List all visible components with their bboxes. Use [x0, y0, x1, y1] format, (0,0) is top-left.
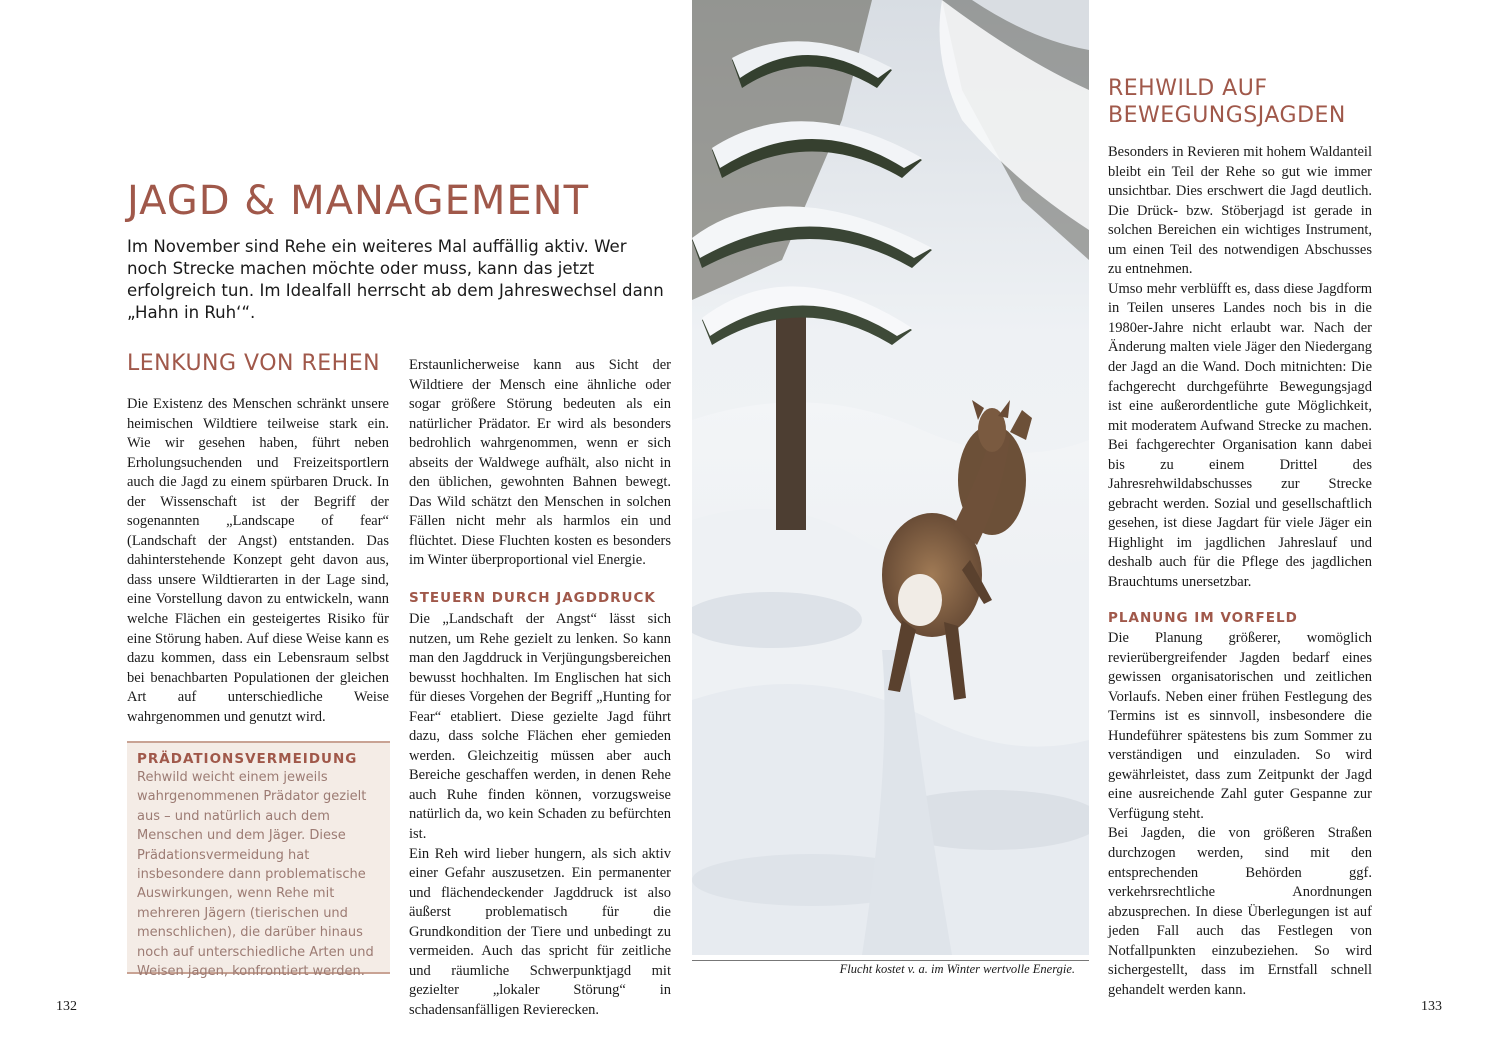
paragraph: Ein Reh wird lieber hungern, als sich aktiv einer Gefahr auszusetzen. Ein permanenter und flächendeckender Jagddruck ist also äußerst problematisch für die Grundkondition der Tiere und unbedingt zu vermeiden. Auch das spricht für zeitliche und räumliche Schwerpunktjagd mit gezielter „lokaler Störung“ in schadensanfälligen Revierecken. [409, 845, 671, 1018]
intro-paragraph: Im November sind Rehe ein weiteres Mal auffällig aktiv. Wer noch Strecke machen möchte oder muss, kann das jetzt erfolgreich tun. Im Idealfall herrscht ab dem Jahreswechsel dann „Hahn in Ruh‘“. [127, 237, 664, 322]
section-text-steuern [409, 610, 671, 1020]
section-text-planung [1108, 629, 1372, 1000]
section-text-rehwild [1108, 143, 1372, 593]
section-heading-lenkung: LENKUNG VON REHEN [127, 351, 381, 376]
photo-caption: Flucht kostet v. a. im Winter wertvolle Energie. [839, 962, 1075, 976]
info-box-title: PRÄDATIONSVERMEIDUNG [137, 751, 358, 767]
info-box-text: Rehwild weicht einem jeweils wahrgenommenen Prädator gezielt aus – und natürlich auch dem Menschen und dem Jäger. Diese Prädationsvermeidung hat insbesondere dann problematische Auswirkungen, wenn Rehe mit mehreren Jägern (tierischen und menschlichen), die darüber hinaus noch auf unterschiedliche Arten und Weisen jagen, konfrontiert werden. [137, 770, 374, 980]
paragraph: Bei Jagden, die von größeren Straßen durchzogen werden, sind mit den entsprechenden Behörden ggf. verkehrsrechtliche Anordnungen abzusprechen. In diese Überlegungen ist auf jeden Fall auch das Festlegen von Notfallpunkten einzubeziehen. So wird sichergestellt, dass im Ernstfall schnell gehandelt werden kann. [1108, 825, 1372, 998]
paragraph: Die „Landschaft der Angst“ lässt sich nutzen, um Rehe gezielt zu lenken. So kann man den Jagddruck in Verjüngungsbereichen bewusst hochhalten. Im Englischen hat sich für dieses Vorgehen der Begriff „Hunting for Fear“ etabliert. Diese gezielte Jagd führt dazu, dass solche Flächen eher gemieden werden. Gleichzeitig müssen aber auch Bereiche geschaffen werden, in denen Rehe auch Ruhe finden können, vorzugsweise natürlich da, wo kein Schaden zu befürchten ist. [409, 611, 671, 843]
paragraph: Die Planung größerer, womöglich revierübergreifender Jagden bedarf eines gewissen organisatorischen und zeitlichen Vorlaufs. Neben einer frühen Festlegung des Termins ist es sinnvoll, insbesondere die Hundeführer spätestens bis zum Sommer zu verständigen und einzuladen. So wird gewährleistet, dass zum Zeitpunkt der Jagd eine ausreichende Zahl guter Gespanne zur Verfügung steht. [1108, 630, 1372, 822]
page-title: JAGD & MANAGEMENT [127, 178, 590, 224]
page-number-left: 132 [56, 999, 77, 1014]
info-box [127, 741, 390, 980]
section-text-lenkung: Die Existenz des Menschen schränkt unsere heimischen Wildtiere teilweise stark ein. Wie wir gesehen haben, führt neben Erholungsuchenden und Freizeitsportlern auch die Jagd zu einem spürbaren Druck. In der Wissenschaft ist der Begriff der sogenannten „Landscape of fear“ (Landschaft der Angst) entstanden. Das dahinterstehende Konzept geht davon aus, dass unsere Wildtierarten in der Lage sind, eine Vorstellung davon zu entwickeln, wann welche Flächen ein gesteigertes Risiko für eine Störung haben. Auf diese Weise kann es dazu kommen, dass ein Lebensraum selbst bei benachbarten Populationen der gleichen Art auf unterschiedliche Weise wahrgenommen und genutzt wird. [127, 396, 389, 725]
deer-snow-photo [692, 0, 1089, 955]
caption-rule [692, 960, 1089, 961]
subheading-planung: PLANUNG IM VORFELD [1108, 610, 1298, 626]
paragraph: Besonders in Revieren mit hohem Waldanteil bleibt ein Teil der Rehe so gut wie immer unsichtbar. Dies erschwert die Jagd deutlich. Die Drück- bzw. Stöberjagd ist gerade in solchen Bereichen ein wichtiges Instrument, um einen Teil des notwendigen Abschusses zu entnehmen. [1108, 144, 1372, 278]
subheading-steuern: STEUERN DURCH JAGDDRUCK [409, 590, 656, 606]
section-heading-rehwild: REHWILD AUF BEWEGUNGSJAGDEN [1108, 76, 1346, 128]
paragraph: Umso mehr verblüfft es, dass diese Jagdform in Teilen unseres Landes noch bis in die 1980er-Jahre nicht erlaubt war. Nach der Änderung malten viele Jäger den Niedergang der Jagd an die Wand. Doch mitnichten: Die fachgerecht durchgeführte Bewegungsjagd ist eine außerordentliche gute Möglichkeit, mit moderatem Aufwand Strecke zu machen. Bei fachgerechter Organisation kann dabei bis zu einem Drittel des Jahresrehwildabschusses zur Strecke gebracht werden. Sozial und gesellschaftlich gesehen, ist diese Jagdart für viele Jäger ein Highlight im jagdlichen Jahreslauf und deshalb auch für die Pflege des jagdlichen Brauchtums unersetzbar. [1108, 280, 1372, 591]
column2-text: Erstaunlicherweise kann aus Sicht der Wildtiere der Mensch eine ähnliche oder sogar größere Störung bedeuten als ein natürlicher Prädator. Er wird als besonders bedrohlich wahrgenommen, wenn er sich abseits der Waldwege aufhält, also nicht in den üblichen, gewohnten Bahnen bewegt. Das Wild schätzt den Menschen in solchen Fällen nicht mehr als harmlos ein und flüchtet. Diese Fluchten kosten es besonders im Winter überproportional viel Energie. [409, 357, 671, 569]
page-number-right: 133 [1421, 999, 1442, 1014]
